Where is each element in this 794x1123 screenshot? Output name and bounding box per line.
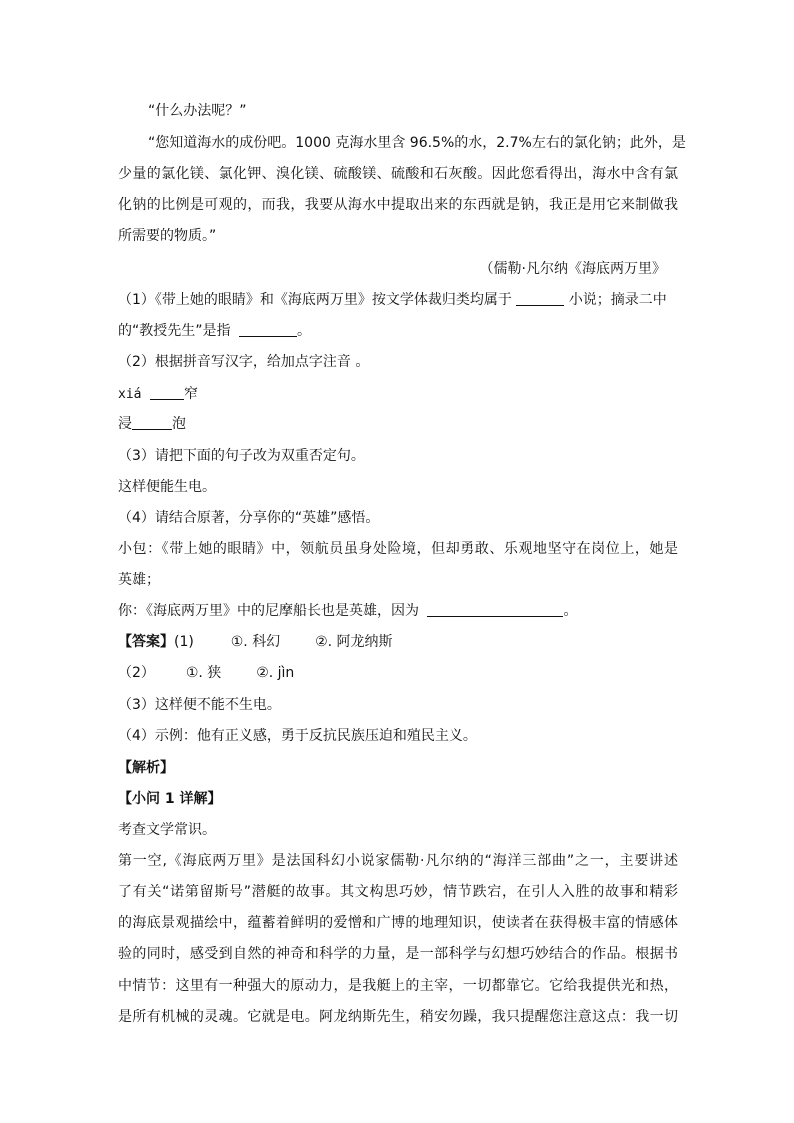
quote-question: “什么办法呢？”: [148, 103, 247, 119]
question-3: （3）请把下面的句子改为双重否定句。: [118, 448, 365, 464]
question-4-text: 你：《海底两万里》中的尼摩船长也是英雄，因为: [118, 603, 419, 619]
analysis-intro: 考查文学常识。: [118, 822, 216, 838]
pinyin-xia: xiá: [118, 387, 142, 402]
answer-label: 【答案】: [118, 634, 174, 650]
question-2-item-1: [118, 385, 678, 404]
answer-2-i: ①. 狭: [185, 665, 222, 681]
analysis-line-1: 第一空,《海底两万里》是法国科幻小说家儒勒·凡尔纳的“海洋三部曲”之一，主要讲述: [118, 853, 678, 869]
question-2-item-2: [118, 415, 678, 433]
question-1-line-2: [118, 322, 678, 340]
answer-1-number: (1): [174, 634, 194, 650]
question-2: （2）根据拼音写汉字，给加点字注音 。: [118, 354, 370, 370]
analysis-line-5: 中情节：这里有一种强大的原动力，是我艇上的主宰，一切都靠它。它给我提供光和热，: [118, 978, 678, 994]
analysis-line-6: 是所有机械的灵魂。它就是电。阿龙纳斯先生，稍安勿躁，我只提醒您注意这点：我一切: [118, 1009, 678, 1025]
char-pao: 泡: [172, 416, 186, 432]
answer-line-4: （4）示例：他有正义感，勇于反抗民族压迫和殖民主义。: [118, 728, 477, 744]
question-1-end: 。: [296, 323, 311, 339]
question-1-line-1: [118, 291, 678, 309]
passage-line-4: 所需要的物质。”: [118, 228, 217, 244]
char-zhai: 窄: [183, 386, 198, 402]
analysis-line-4: 验的同时，感受到自然的神奇和科学的力量，是一部科学与幻想巧妙结合的作品。根据书: [118, 946, 678, 962]
answer-line-1: [118, 633, 678, 651]
answer-2-ii: ②. jìn: [256, 665, 295, 681]
passage-line-2: 少量的氯化镁、氯化钾、溴化镁、硫酸镁、硫酸和石灰酸。因此您看得出，海水中含有氯: [118, 166, 678, 182]
answer-1-ii: ②. 阿龙纳斯: [315, 634, 393, 650]
analysis-line-3: 的海底景观描绘中，蕴蓄着鲜明的爱憎和广博的地理知识，使读者在获得极丰富的情感体: [118, 915, 678, 931]
answer-1-i: ①. 科幻: [230, 634, 281, 650]
answer-line-3: （3）这样便不能不生电。: [118, 697, 281, 713]
question-4-line-3: [118, 602, 678, 620]
answer-blank-4[interactable]: [132, 415, 172, 430]
passage-source: （儒勒·凡尔纳《海底两万里》: [479, 261, 666, 277]
passage-line-1: “您知道海水的成份吧。1000 克海水里含 96.5%的水，2.7%左右的氯化钠；此外，是: [148, 135, 686, 151]
question-4-end: 。: [563, 603, 578, 619]
answer-blank-1[interactable]: [516, 291, 564, 306]
question-3-sentence: 这样便能生电。: [118, 479, 216, 495]
question-4-line-1: 小包：《带上她的眼睛》中，领航员虽身处险境，但却勇敢、乐观地坚守在岗位上，她是: [118, 541, 678, 557]
answer-blank-3[interactable]: [150, 385, 184, 400]
analysis-sub-label: 【小问 1 详解】: [118, 791, 222, 807]
question-1-text-c: 的“教授先生”是指: [118, 323, 231, 339]
answer-blank-5[interactable]: [427, 602, 563, 617]
char-jin: 浸: [118, 416, 132, 432]
question-1-text-a: （1）《带上她的眼睛》和《海底两万里》按文学体裁归类均属于: [118, 292, 512, 308]
analysis-line-2: 了有关“诺第留斯号”潜艇的故事。其文构思巧妙，情节跌宕，在引人入胜的故事和精彩: [118, 884, 678, 900]
question-4: （4）请结合原著，分享你的“英雄”感悟。: [118, 510, 380, 526]
question-4-line-2: 英雄；: [118, 572, 160, 588]
passage-line-3: 化钠的比例是可观的，而我，我要从海水中提取出来的东西就是钠，我正是用它来制做我: [118, 197, 678, 213]
answer-blank-2[interactable]: [239, 322, 297, 337]
analysis-label: 【解析】: [118, 760, 174, 776]
answer-2-number: （2）: [118, 665, 155, 681]
question-1-text-b: 小说；摘录二中: [568, 292, 667, 308]
answer-line-2: [118, 664, 678, 682]
